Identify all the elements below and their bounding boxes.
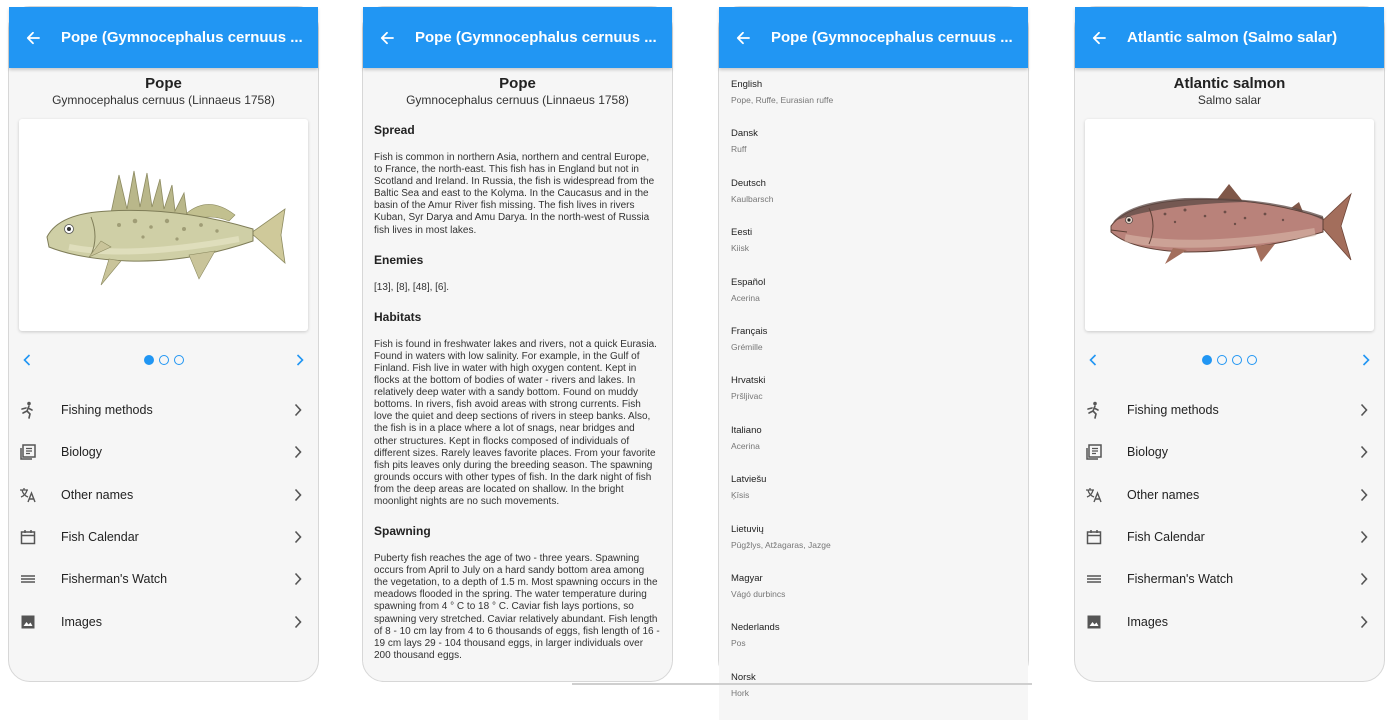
image-carousel-controls	[9, 331, 318, 389]
image-icon	[19, 613, 37, 631]
back-arrow-icon[interactable]	[375, 26, 399, 50]
list-item	[731, 79, 1016, 127]
menu-item-label: Biology	[61, 445, 102, 460]
section-heading: Spawning	[374, 524, 431, 539]
list-item	[731, 425, 1016, 473]
phone-pope-overview	[8, 6, 319, 682]
phone-salmon-overview	[1074, 6, 1385, 682]
menu-item-fish-calendar[interactable]	[9, 516, 318, 558]
menu-item-fish-calendar[interactable]	[1075, 516, 1384, 558]
fish-name: Atlantic salmon	[1173, 75, 1286, 92]
pope-fish-illustration	[39, 155, 289, 295]
chevron-left-icon[interactable]	[1085, 352, 1101, 368]
back-arrow-icon[interactable]	[1087, 26, 1111, 50]
menu-item-images[interactable]	[1075, 600, 1384, 642]
chevron-right-icon	[292, 445, 304, 459]
app-bar-title: Atlantic salmon (Salmo salar)	[1127, 29, 1338, 46]
fish-local-name: Kaulbarsch	[731, 193, 774, 204]
menu-item-fishing-methods[interactable]	[9, 389, 318, 431]
carousel-dots	[144, 355, 184, 365]
app-bar-title: Pope (Gymnocephalus cernuus ...	[415, 29, 657, 46]
language-name: Italiano	[731, 424, 762, 436]
section-heading: Enemies	[374, 252, 424, 267]
fish-local-name: Grémille	[731, 341, 763, 352]
menu-item-other-names[interactable]	[9, 474, 318, 516]
fish-local-name: Ķīsis	[731, 490, 750, 501]
carousel-dot[interactable]	[159, 355, 169, 365]
fish-local-name: Ruff	[731, 144, 747, 155]
carousel-dot[interactable]	[174, 355, 184, 365]
menu-item-fishing-methods[interactable]	[1075, 389, 1384, 431]
list-item	[731, 672, 1016, 720]
app-bar-title: Pope (Gymnocephalus cernuus ...	[771, 29, 1013, 46]
menu-item-label: Fisherman's Watch	[1127, 572, 1234, 587]
language-name: Lietuvių	[731, 523, 764, 535]
fish-header	[1075, 68, 1384, 107]
section-text: Fish is found in freshwater lakes and rivers, not a quick Eurasia. Found in waters with low salinity. For example, in the Gulf of Finland. Fish live in water with high oxygen content. Kept in flocks at the bottom of bodies of water - rivers and lakes. In relatively deep water with a sandy bottom. Found on muddy bottoms. In rivers, fish avoid areas with strong currents. Fish love the quiet and deep sections of rivers in steep banks. Also, the fish is in a place where a lot of snags, near bridges and other structures. Kept in flocks composed of individuals of different sizes. Rarely leaves favorite places. From your favorite fish pits leaves only during the breeding season. The spawning grounds occurs with other types of fish. In the dark night of fish from the deep areas are located on shallow. In the bright moonlight nights are no such movements.	[374, 338, 657, 507]
language-name: Français	[731, 325, 768, 337]
language-name: Eesti	[731, 227, 753, 239]
list-item	[731, 375, 1016, 423]
app-bar	[363, 7, 672, 68]
fish-local-name: Kiisk	[731, 243, 749, 254]
menu-item-label: Fish Calendar	[61, 530, 139, 545]
chevron-right-icon	[292, 488, 304, 502]
fish-latin-name: Salmo salar	[1197, 93, 1262, 107]
menu-item-biology[interactable]	[1075, 431, 1384, 473]
carousel-dots	[1202, 355, 1257, 365]
section-text: [13], [8], [48], [6].	[374, 281, 450, 293]
fish-local-name: Pos	[731, 638, 746, 649]
chevron-right-icon[interactable]	[292, 352, 308, 368]
fish-local-name: Acerina	[731, 440, 760, 451]
divider	[572, 683, 1032, 685]
fish-header	[363, 68, 672, 107]
fish-menu	[9, 389, 318, 643]
list-item	[731, 128, 1016, 176]
calendar-icon	[1085, 528, 1103, 546]
phone-pope-other-names	[718, 6, 1029, 698]
chevron-right-icon	[1358, 488, 1370, 502]
fish-menu	[1075, 389, 1384, 643]
chevron-right-icon	[1358, 530, 1370, 544]
menu-item-fishermans-watch[interactable]	[9, 558, 318, 600]
section-heading: Habitats	[374, 309, 422, 324]
fish-image-card[interactable]	[1085, 119, 1374, 331]
app-bar	[9, 7, 318, 68]
chevron-right-icon	[1358, 403, 1370, 417]
carousel-dot[interactable]	[1202, 355, 1212, 365]
fishing-icon	[1085, 401, 1103, 419]
list-item	[731, 622, 1016, 670]
menu-item-label: Images	[1127, 614, 1168, 629]
app-bar-title: Pope (Gymnocephalus cernuus ...	[61, 29, 303, 46]
list-item	[731, 474, 1016, 522]
back-arrow-icon[interactable]	[731, 26, 755, 50]
carousel-dot[interactable]	[1232, 355, 1242, 365]
back-arrow-icon[interactable]	[21, 26, 45, 50]
list-item	[731, 326, 1016, 374]
carousel-dot[interactable]	[1247, 355, 1257, 365]
menu-item-label: Fishing methods	[61, 403, 153, 418]
fish-image-card[interactable]	[19, 119, 308, 331]
fish-local-name: Pršljivac	[731, 391, 763, 402]
lines-icon	[19, 570, 37, 588]
menu-item-label: Biology	[1127, 445, 1168, 460]
language-name: Latviešu	[731, 474, 767, 486]
menu-item-label: Fish Calendar	[1127, 530, 1205, 545]
menu-item-biology[interactable]	[9, 431, 318, 473]
language-name: Nederlands	[731, 622, 780, 634]
language-name: Dansk	[731, 128, 758, 140]
chevron-left-icon[interactable]	[19, 352, 35, 368]
fish-local-name: Pope, Ruffe, Eurasian ruffe	[731, 95, 834, 105]
fish-local-name: Hork	[731, 687, 749, 698]
carousel-dot[interactable]	[1217, 355, 1227, 365]
book-icon	[19, 443, 37, 461]
book-icon	[1085, 443, 1103, 461]
language-name: Deutsch	[731, 177, 766, 189]
fish-local-name: Acerina	[731, 292, 760, 303]
list-item	[731, 277, 1016, 325]
fish-latin-name: Gymnocephalus cernuus (Linnaeus 1758)	[406, 93, 629, 107]
language-name: Español	[731, 276, 766, 288]
language-name: Hrvatski	[731, 375, 766, 387]
chevron-right-icon	[1358, 615, 1370, 629]
list-item	[731, 227, 1016, 275]
fish-header	[9, 68, 318, 107]
chevron-right-icon	[1358, 445, 1370, 459]
list-item	[731, 573, 1016, 621]
fishing-icon	[19, 401, 37, 419]
menu-item-label: Other names	[61, 487, 134, 502]
menu-item-label: Other names	[1127, 487, 1200, 502]
carousel-dot[interactable]	[144, 355, 154, 365]
app-bar	[1075, 7, 1384, 68]
names-list	[719, 68, 1028, 720]
fish-local-name: Pūgžlys, Atžagaras, Jazge	[731, 539, 831, 550]
section-text: Fish is common in northern Asia, northern and central Europe, to France, the north-east. This fish has in England but not in Scotland and Ireland. In Russia, the fish is widespread from the Baltic Sea and east to the Kolyma. In the Caucasus and in the basin of the Amur River fish missing. The fish lives in rivers Kuban, Syr Darya and Amu Darya. In the north-west of Russia fish lives in most lakes.	[374, 152, 655, 236]
fish-local-name: Vágó durbincs	[731, 588, 786, 599]
chevron-right-icon	[1358, 572, 1370, 586]
fish-name: Pope	[499, 75, 536, 92]
language-name: Norsk	[731, 671, 756, 683]
menu-item-label: Images	[61, 614, 102, 629]
chevron-right-icon[interactable]	[1358, 352, 1374, 368]
chevron-right-icon	[292, 572, 304, 586]
image-icon	[1085, 613, 1103, 631]
calendar-icon	[19, 528, 37, 546]
app-bar	[719, 7, 1028, 68]
menu-item-fishermans-watch[interactable]	[1075, 558, 1384, 600]
language-name: English	[731, 79, 763, 90]
section-heading: Spread	[374, 123, 415, 137]
menu-item-label: Fishing methods	[1127, 403, 1219, 418]
menu-item-other-names[interactable]	[1075, 474, 1384, 516]
phone-pope-biology	[362, 6, 673, 682]
chevron-right-icon	[292, 615, 304, 629]
fish-latin-name: Gymnocephalus cernuus (Linnaeus 1758)	[52, 93, 275, 107]
menu-item-images[interactable]	[9, 600, 318, 642]
list-item	[731, 178, 1016, 226]
translate-icon	[19, 486, 37, 504]
fish-name: Pope	[145, 75, 182, 92]
lines-icon	[1085, 570, 1103, 588]
salmon-fish-photo	[1105, 180, 1355, 270]
image-carousel-controls	[1075, 331, 1384, 389]
biology-article	[363, 123, 672, 662]
menu-item-label: Fisherman's Watch	[61, 572, 168, 587]
list-item	[731, 524, 1016, 572]
translate-icon	[1085, 486, 1103, 504]
chevron-right-icon	[292, 530, 304, 544]
language-name: Magyar	[731, 572, 763, 584]
chevron-right-icon	[292, 403, 304, 417]
section-text: Puberty fish reaches the age of two - three years. Spawning occurs from April to July on a hard sandy bottom area among the vegetation, to a depth of 1.5 m. Most spawning occurs in the meadows flooded in the spring. The water temperature during spawning from 4 ° C to 18 ° C. Caviar fish lays portions, so spawning very stretched. Caviar relatively abundant. Fish length of 8 - 10 cm lay from 4 to 6 thousands of eggs, fish length of 16 - 19 cm lays 29 - 104 thousand eggs, in larger individuals over 200 thousand eggs.	[374, 553, 660, 661]
